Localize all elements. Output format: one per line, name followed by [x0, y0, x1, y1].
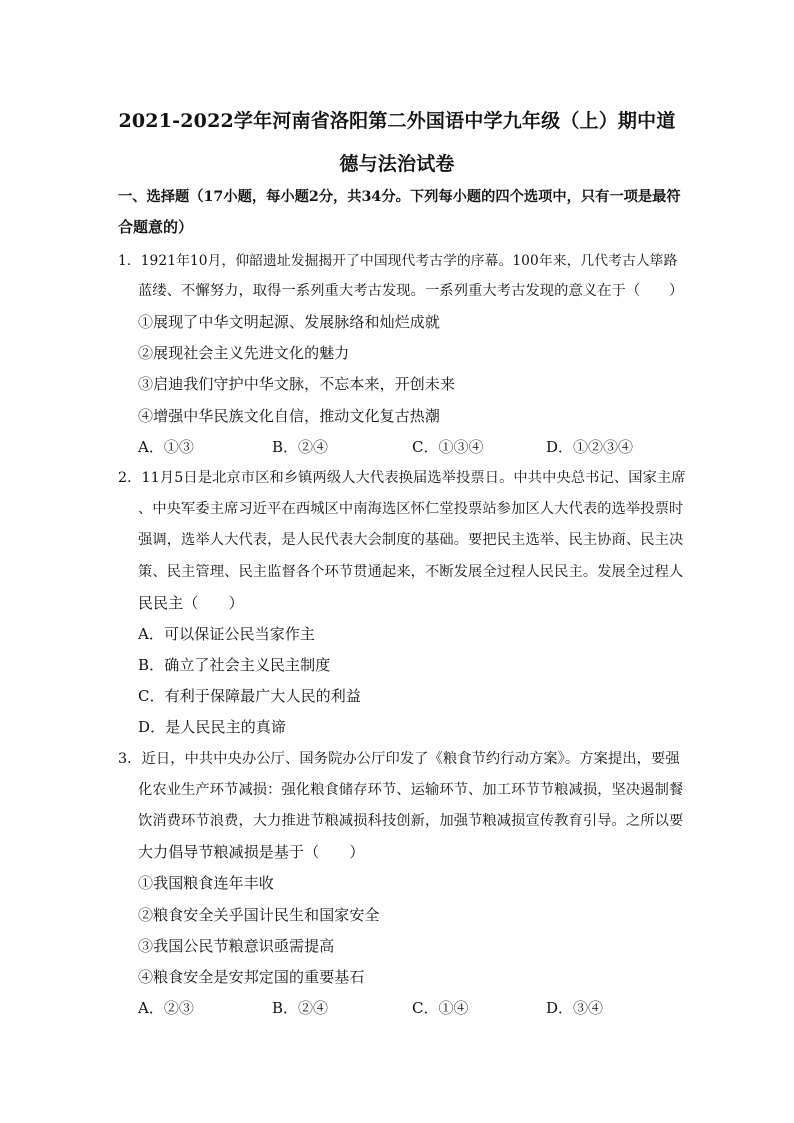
- question-1-option-c[interactable]: C．①③④: [412, 438, 484, 456]
- question-3-statement: ④粮食安全是安邦定国的重要基石: [138, 968, 365, 986]
- question-2-stem-line: 民民主（ ）: [138, 594, 244, 612]
- question-3-stem-line: 化农业生产环节减损：强化粮食储存环节、运输环节、加工环节节粮减损，坚决遏制餐: [138, 782, 684, 798]
- question-1-stem-line: 1．1921年10月，仰韶遗址发掘揭开了中国现代考古学的序幕。100年来，几代考古人筚路: [118, 253, 678, 269]
- question-1-option-a[interactable]: A．①③: [138, 438, 194, 456]
- question-1-option-b[interactable]: B．②④: [272, 438, 329, 456]
- question-3-option-a[interactable]: A．②③: [138, 999, 194, 1017]
- question-3-statement: ③我国公民节粮意识亟需提高: [138, 937, 335, 955]
- question-1-statement: ④增强中华民族文化自信，推动文化复古热潮: [138, 407, 441, 425]
- question-2-stem-line: 、中央军委主席习近平在西城区中南海选区怀仁堂投票站参加区人大代表的选举投票时: [138, 501, 684, 517]
- question-2-option-c[interactable]: C．有利于保障最广大人民的利益: [138, 687, 361, 705]
- exam-title-line-2: 德与法治试卷: [339, 153, 455, 175]
- question-1-statement: ③启迪我们守护中华文脉，不忘本来，开创未来: [138, 375, 456, 393]
- question-3-option-d[interactable]: D．③④: [546, 999, 604, 1017]
- question-3-statement: ①我国粮食连年丰收: [138, 874, 274, 892]
- question-2-option-d[interactable]: D．是人民民主的真谛: [138, 718, 287, 736]
- question-2-stem-line: 策、民主管理、民主监督各个环节贯通起来，不断发展全过程人民民主。发展全过程人: [138, 564, 684, 580]
- question-2-stem-line: 强调，选举人大代表，是人民代表大会制度的基础。要把民主选举、民主协商、民主决: [138, 532, 684, 548]
- question-3-statement: ②粮食安全关乎国计民生和国家安全: [138, 906, 380, 924]
- question-3-option-b[interactable]: B．②④: [272, 999, 329, 1017]
- question-1-statement: ①展现了中华文明起源、发展脉络和灿烂成就: [138, 313, 441, 331]
- question-3-option-c[interactable]: C．①④: [412, 999, 469, 1017]
- question-3-stem-line: 饮消费环节浪费，大力推进节粮减损科技创新，加强节粮减损宣传教育引导。之所以要: [138, 813, 684, 829]
- question-1-stem-line: 蓝缕、不懈努力，取得一系列重大考古发现。一系列重大考古发现的意义在于（ ）: [138, 283, 684, 299]
- question-3-stem-line: 大力倡导节粮减损是基于（ ）: [138, 843, 365, 861]
- question-2-option-a[interactable]: A．可以保证公民当家作主: [138, 625, 316, 643]
- question-2-stem-line: 2．11月5日是北京市区和乡镇两级人大代表换届选举投票日。中共中央总书记、国家主席: [118, 470, 686, 486]
- exam-title-line-1: 2021-2022学年河南省洛阳第二外国语中学九年级（上）期中道: [118, 110, 676, 132]
- question-3-stem-line: 3．近日，中共中央办公厅、国务院办公厅印发了《粮食节约行动方案》。方案提出，要强: [118, 751, 680, 767]
- question-2-option-b[interactable]: B．确立了社会主义民主制度: [138, 656, 331, 674]
- question-1-statement: ②展现社会主义先进文化的魅力: [138, 344, 350, 362]
- section-heading-line-1: 一、选择题（17小题，每小题2分，共34分。下列每小题的四个选项中，只有一项是最符: [118, 189, 681, 205]
- question-1-option-d[interactable]: D．①②③④: [546, 438, 634, 456]
- section-heading-line-2: 合题意的）: [118, 218, 194, 236]
